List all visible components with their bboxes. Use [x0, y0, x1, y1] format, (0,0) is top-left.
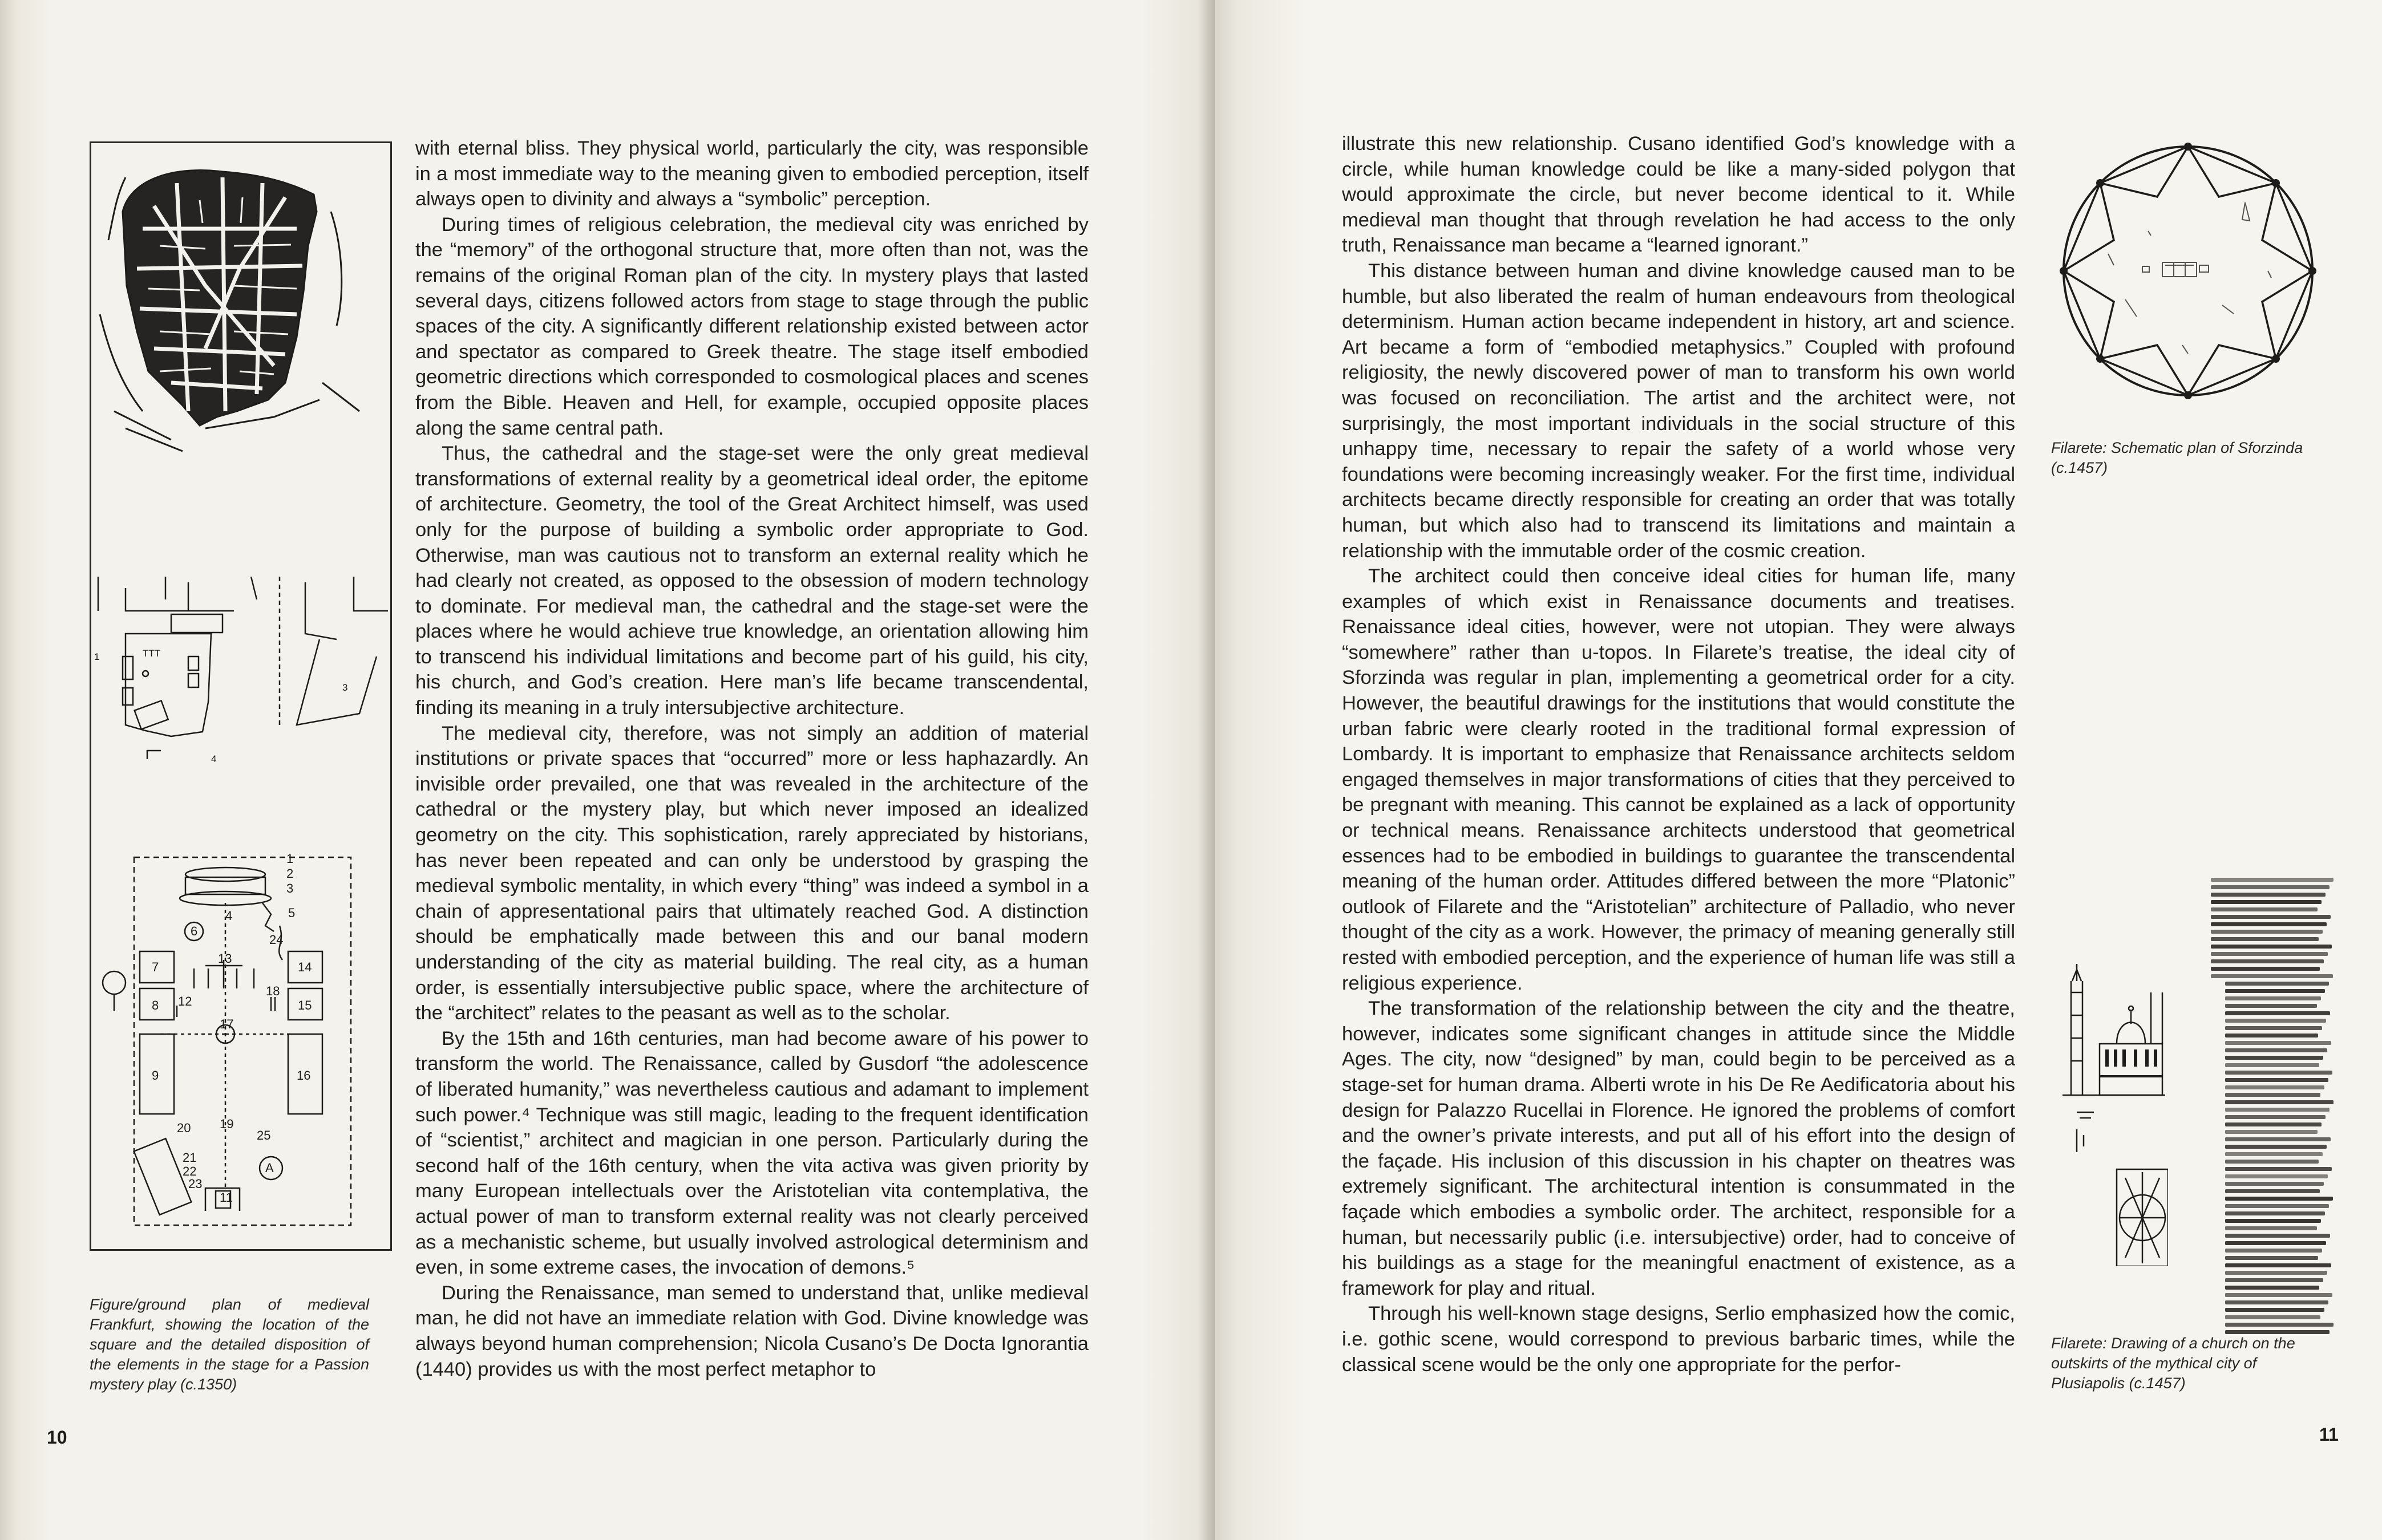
manuscript-line: [2211, 945, 2332, 949]
manuscript-line: [2211, 974, 2333, 978]
paragraph: with eternal bliss. They physical world, particularly the city, was responsible in a most immediate way to the meaning given to embodied perception, itself always open to divinity and always a “symbolic” perception.: [415, 137, 1089, 210]
manuscript-line: [2225, 1234, 2330, 1238]
manuscript-line: [2225, 1004, 2317, 1008]
stage-label-14: 14: [298, 960, 312, 974]
stage-label-24: 24: [269, 933, 284, 947]
right-page: [1215, 0, 2382, 1540]
manuscript-line: [2225, 1249, 2322, 1253]
manuscript-line: [2225, 1174, 2328, 1178]
paragraph: During the Renaissance, man semed to understand that, unlike medieval man, he did not have an immediate relation with God. Divine knowledge was always beyond human comprehension; Nicola Cusano’s De Docta Ignorantia (1440) provides us with the most perfect metaphor to: [415, 1282, 1089, 1380]
plan-label: 1: [94, 651, 100, 662]
manuscript-line: [2225, 1256, 2318, 1260]
right-body-text: [1342, 131, 2015, 1377]
stage-label-11: 11: [220, 1190, 233, 1205]
manuscript-line: [2225, 1108, 2330, 1112]
manuscript-line: [2211, 893, 2326, 897]
paragraph: illustrate this new relationship. Cusano identified God’s knowledge with a circle, while human knowledge could be like a many-sided polygon that would approximate the circle, but never become identical to it. While medieval man thought that through revelation he had access to the only truth, Renaissance man became a “learned ignorant.”: [1342, 133, 2015, 257]
manuscript-line: [2225, 1145, 2327, 1149]
manuscript-line: [2211, 952, 2328, 956]
manuscript-line: [2225, 1011, 2330, 1015]
stage-label-4: 4: [225, 909, 233, 923]
manuscript-line: [2211, 937, 2319, 941]
stage-label-17: 17: [220, 1017, 234, 1031]
left-body-text: [415, 136, 1089, 1382]
manuscript-line: [2211, 900, 2322, 904]
stage-label-23: 23: [188, 1177, 203, 1191]
stage-label-2: 2: [286, 866, 294, 881]
paragraph: The medieval city, therefore, was not simply an addition of material institutions or private spaces that “occurred” more or less haphazardly. An invisible order prevailed, one that was revealed in the architecture of the cathedral or the mystery play, but which never imposed an idealized geometry on the city. This sophistication, rarely appreciated by historians, has never been repeated and can only be understood by grasping the medieval symbolic mentality, in which every “thing” was indeed a symbol in a chain of appresentational pairs that ultimately reached God. A distinction should be emphatically made between this and our banal modern understanding of the city as material building. The real city, as a human order, is essentially intersubjective public space, where the architecture of the “architect” relates to the peasant as well as to the scholar.: [415, 722, 1089, 1024]
manuscript-line: [2225, 1130, 2318, 1134]
manuscript-line: [2225, 1056, 2323, 1060]
manuscript-line: [2225, 1034, 2318, 1038]
svg-text:TTT: TTT: [143, 648, 161, 659]
manuscript-line: [2225, 1019, 2326, 1023]
plan-label: 3: [342, 682, 348, 693]
manuscript-line: [2225, 1263, 2331, 1267]
manuscript-line: [2225, 1271, 2327, 1275]
manuscript-line: [2225, 1041, 2331, 1045]
manuscript-line: [2211, 930, 2323, 934]
manuscript-line: [2211, 922, 2327, 926]
manuscript-line: [2211, 885, 2330, 889]
manuscript-line: [2225, 1122, 2322, 1126]
manuscript-line: [2225, 1071, 2332, 1075]
stage-label-22: 22: [183, 1164, 197, 1178]
manuscript-line: [2225, 982, 2329, 986]
stage-label-20: 20: [177, 1121, 191, 1135]
manuscript-line: [2225, 1152, 2323, 1156]
manuscript-line: [2225, 1286, 2319, 1290]
paragraph: The architect could then conceive ideal cities for human life, many examples of which exist in Renaissance documents and treatises. Renaissance ideal cities, however, were not utopian. They were always “somewhere” rather than u-topos. In Filarete’s treatise, the ideal city of Sforzinda was regular in plan, implementing a geometrical order for a city. However, the beautiful drawings for the institutions that would constitute the urban fabric were clearly rooted in the traditional formal expression of Lombardy. It is important to emphasize that Renaissance architects seldom engaged themselves in major transformations of cities that they perceived to be pregnant with meaning. This cannot be explained as a lack of opportunity or technical means. Renaissance architects understood that geometrical essences had to be embodied in buildings to guarantee the transcendental meaning of the human order. Attitudes differed between the more “Platonic” outlook of Filarete and the “Aristotelian” architecture of Palladio, who never thought of the city as a work. However, the primacy of meaning generally still rested with embodied perception, and the experience of human life was still a religious experience.: [1342, 565, 2015, 994]
stage-label-a: A: [265, 1161, 274, 1175]
manuscript-line: [2225, 1182, 2324, 1186]
paragraph: By the 15th and 16th centuries, man had become aware of his power to transform the world. The Renaissance, called by Gusdorf “the adolescence of liberated humanity,” was nevertheless cautious and adamant to implement such power.⁴ Technique was still magic, leading to the frequent identification of “scientist,” architect and magician in one person. Particularly during the second half of the 16th century, when the vita activa was given priority by many European intellectuals over the Aristotelian vita contemplativa, the actual power of man to transform external reality was not clearly perceived as a mechanistic scheme, but usually involved astrological determinism and even, in some extreme cases, the invocation of demons.⁵: [415, 1027, 1089, 1279]
stage-plan-diagram: [91, 846, 394, 1245]
paragraph: This distance between human and divine knowledge caused man to be humble, but also liberated the realm of human endeavours from theological determinism. Human action became independent in history, art and science. Art became a form of “embodied metaphysics.” Coupled with profound religiosity, the newly discovered power of man to transform his own world was focused on reconciliation. The artist and the architect were, not surprisingly, the most important individuals in the social structure of this unhappy time, necessary to repair the safety of a world whose very foundations were becoming increasingly weaker. For the first time, individual architects became directly responsible for creating an order that was totally human, but which also had to transcend its limitations and maintain a relationship with the immutable order of the cosmic creation.: [1342, 260, 2015, 562]
manuscript-line: [2225, 1189, 2320, 1193]
stage-label-13: 13: [218, 951, 232, 966]
manuscript-line: [2225, 1197, 2333, 1201]
plan-label: 4: [211, 753, 217, 764]
manuscript-line: [2225, 1323, 2334, 1327]
manuscript-line: [2225, 1241, 2326, 1245]
manuscript-line: [2225, 1160, 2319, 1164]
manuscript-line: [2211, 959, 2324, 963]
stage-label-6: 6: [191, 924, 198, 938]
manuscript-line: [2225, 1204, 2329, 1208]
manuscript-line: [2225, 1219, 2321, 1223]
stage-label-1: 1: [286, 852, 294, 866]
city-figure-ground-map: [91, 143, 394, 463]
stage-label-15: 15: [298, 998, 312, 1012]
manuscript-line: [2225, 1137, 2331, 1141]
paragraph: Thus, the cathedral and the stage-set were the only great medieval transformations of external reality by a geometrical ideal order, the epitome of architecture. Geometry, the tool of the Great Architect himself, was used only for the purpose of building a symbolic order appropriate to God. Otherwise, man was cautious not to transform an external reality which he had clearly not created, as opposed to the obsession of modern technology to dominate. For medieval man, the cathedral and the stage-set were the places where he would achieve true knowledge, an orientation allowing him to transcend his individual limitations and become part of his guild, his city, his church, and God’s creation. Here man’s life became transcendental, finding its meaning in a truly intersubjective architecture.: [415, 443, 1089, 719]
manuscript-line: [2211, 907, 2318, 911]
page-number-right: 11: [2319, 1424, 2339, 1445]
manuscript-line: [2225, 1093, 2320, 1097]
stage-label-3: 3: [286, 881, 294, 895]
stage-label-18: 18: [266, 984, 280, 998]
manuscript-line: [2225, 1167, 2332, 1171]
figure-caption-sforzinda: Filarete: Schematic plan of Sforzinda (c.1457): [2051, 439, 2303, 476]
page-edge: [0, 0, 52, 1540]
paragraph: Through his well-known stage designs, Serlio emphasized how the comic, i.e. gothic scene, would correspond to previous barbaric times, while the classical scene would be the only one appropriate for the perfor-: [1342, 1303, 2015, 1376]
stage-label-9: 9: [152, 1068, 159, 1083]
stage-label-5: 5: [288, 906, 296, 920]
manuscript-line: [2225, 1048, 2327, 1052]
stage-label-12: 12: [178, 994, 192, 1008]
manuscript-line: [2225, 1026, 2322, 1030]
manuscript-line: [2211, 878, 2334, 882]
manuscript-line: [2225, 1278, 2323, 1282]
manuscript-line: [2225, 1226, 2317, 1230]
stage-label-19: 19: [220, 1117, 234, 1131]
figure-caption-plusiapolis: Filarete: Drawing of a church on the outskirts of the mythical city of Plusiapolis (c.1457): [2051, 1335, 2295, 1392]
manuscript-line: [2211, 915, 2331, 919]
stage-label-21: 21: [183, 1150, 197, 1165]
manuscript-line: [2225, 989, 2325, 993]
frankfurt-plan-figure: [90, 141, 392, 1251]
manuscript-line: [2225, 1308, 2324, 1312]
paragraph: During times of religious celebration, the medieval city was enriched by the “memory” of the orthogonal structure that, more often than not, was the remains of the original Roman plan of the city. In mystery plays that lasted several days, citizens followed actors from stage to stage through the public spaces of the city. A significantly different relationship existed between actor and spectator as compared to Greek theatre. The stage itself embodied geometric directions which corresponded to cosmological places and scenes from the Bible. Heaven and Hell, for example, occupied opposite places along the same central path.: [415, 213, 1089, 439]
manuscript-line: [2225, 1115, 2326, 1119]
stage-label-25: 25: [257, 1128, 271, 1142]
square-plan-diagram: [91, 577, 394, 816]
church-drawing: [2060, 947, 2168, 1266]
manuscript-line: [2225, 1100, 2334, 1104]
figure-caption-frankfurt: Figure/ground plan of medieval Frankfurt, showing the location of the square and the detailed disposition of the elements in the stage for a Passion mystery play (c.1350): [90, 1296, 369, 1393]
manuscript-line: [2225, 1078, 2328, 1082]
page-number-left: 10: [47, 1427, 67, 1448]
manuscript-line: [2211, 967, 2320, 971]
manuscript-line: [2225, 1085, 2324, 1089]
manuscript-line: [2225, 1293, 2332, 1297]
manuscript-line: [2225, 1315, 2320, 1319]
manuscript-line: [2225, 1300, 2328, 1304]
manuscript-line: [2225, 1211, 2325, 1215]
manuscript-line: [2225, 1063, 2319, 1067]
stage-label-7: 7: [152, 960, 159, 974]
manuscript-line: [2225, 996, 2321, 1000]
sforzinda-plan-drawing: [2045, 128, 2331, 414]
stage-label-8: 8: [152, 998, 159, 1012]
stage-label-16: 16: [297, 1068, 311, 1083]
paragraph: The transformation of the relationship between the city and the theatre, however, indicates some significant changes in attitude since the Middle Ages. The city, now “designed” by man, could begin to be perceived as a stage-set for human drama. Alberti wrote in his De Re Aedificatoria about his design for Palazzo Rucellai in Florence. He ignored the problems of comfort and the owner’s private interests, and put all of his effort into the design of the façade. His inclusion of this discussion in his chapter on theatres was extremely significant. The architectural intention is consummated in the façade which embodies a symbolic order. The architect, responsible for a human, but necessarily public (i.e. intersubjective) order, had to conceive of his buildings as a stage for the meaningful enactment of existence, as a framework for play and ritual.: [1342, 998, 2015, 1299]
